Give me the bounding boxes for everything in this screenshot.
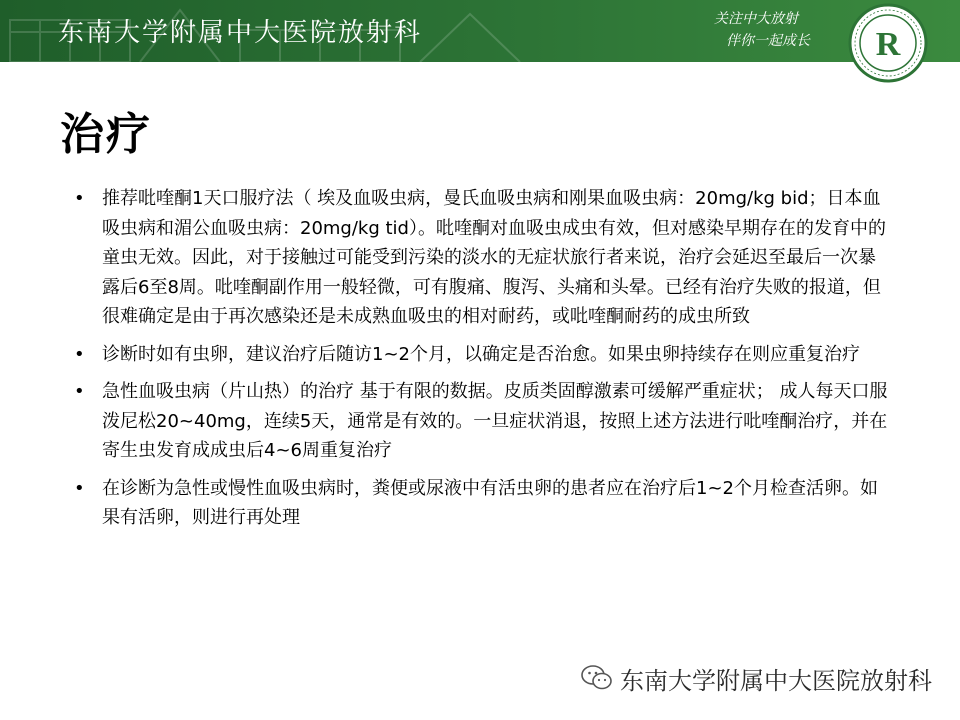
bullet-text: 推荐吡喹酮1天口服疗法（ 埃及血吸虫病，曼氏血吸虫病和刚果血吸虫病：20mg/kg bid；日本血吸虫病和湄公血吸虫病：20mg/kg tid）。吡喹酮对血吸虫成虫有效，但对感染早期存在的发育中的童虫无效。因此，对于接触过可能受到污染的淡水的无症状旅行者来说，治疗会延迟至最后一次暴露后6至8周。吡喹酮副作用一般轻微，可有腹痛、腹泻、头痛和头晕。已经有治疗失败的报道，但很难确定是由于再次感染还是未成熟血吸虫的相对耐药，或吡喹酮耐药的成虫所致 — [102, 188, 886, 327]
logo-letter: R — [875, 26, 901, 63]
hospital-department-title: 东南大学附属中大医院放射科 — [58, 18, 423, 48]
slide-title: 治疗 — [60, 109, 152, 160]
bullet-item — [70, 377, 890, 466]
slogan-line-1: 关注中大放射 — [714, 11, 798, 27]
watermark-text: 东南大学附属中大医院放射科 — [620, 666, 932, 695]
bullet-item — [70, 474, 890, 533]
slogan — [708, 8, 828, 52]
bullet-text: 急性血吸虫病（片山热）的治疗 基于有限的数据。皮质类固醇激素可缓解严重症状； 成人每天口服泼尼松20~40mg，连续5天，通常是有效的。一旦症状消退，按照上述方法进行吡喹酮治疗，并在寄生虫发育成成虫后4~6周重复治疗 — [102, 381, 888, 461]
bullet-dot-icon: • — [74, 381, 85, 402]
bullet-dot-icon: • — [74, 343, 85, 365]
wechat-icon — [580, 661, 614, 695]
bullet-list — [70, 184, 890, 541]
bullet-dot-icon: • — [74, 188, 85, 209]
wechat-watermark — [580, 660, 932, 696]
bullet-item — [70, 184, 890, 332]
slogan-line-2: 伴你一起成长 — [726, 33, 810, 49]
hospital-logo-icon — [848, 3, 928, 83]
bullet-item — [70, 340, 890, 370]
bullet-text: 诊断时如有虫卵，建议治疗后随访1~2个月，以确定是否治愈。如果虫卵持续存在则应重复治疗 — [102, 343, 860, 365]
bullet-text: 在诊断为急性或慢性血吸虫病时，粪便或尿液中有活虫卵的患者应在治疗后1~2个月检查活卵。如果有活卵，则进行再处理 — [102, 477, 878, 528]
header-banner — [0, 0, 960, 62]
bullet-dot-icon: • — [74, 477, 85, 499]
